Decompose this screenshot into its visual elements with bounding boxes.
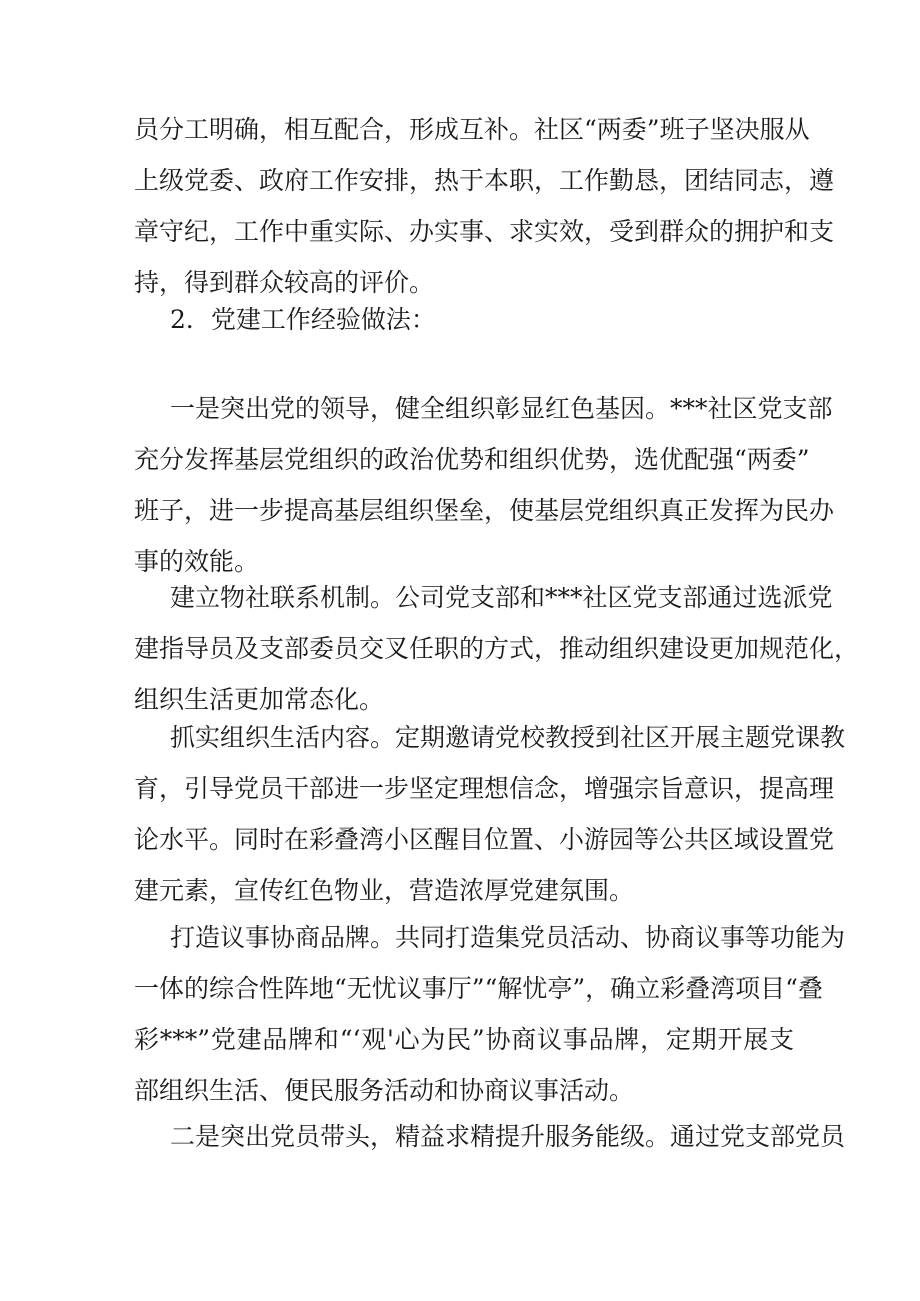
text-line: 打造议事协商品牌。共同打造集党员活动、协商议事等功能为 (170, 923, 846, 952)
text-line: 一体的综合性阵地“无忧议事厅”“解忧亭”，确立彩叠湾项目“叠 (134, 974, 823, 1003)
text-line: 彩***”党建品牌和“‘观'心为民”协商议事品牌，定期开展支 (134, 1025, 794, 1054)
paragraph-member-leadership (134, 1111, 846, 1162)
paragraph-consultation-brand (134, 912, 846, 1116)
paragraph-party-leadership (134, 383, 835, 587)
paragraph-continuation (134, 104, 835, 308)
text-line: 持，得到群众较高的评价。 (134, 268, 435, 297)
text-line: 部组织生活、便民服务活动和协商议事活动。 (134, 1076, 635, 1105)
text-line: 事的效能。 (134, 547, 260, 576)
text-line: 论水平。同时在彩叠湾小区醒目位置、小游园等公共区域设置党 (134, 825, 835, 854)
paragraph-organizational-life (134, 712, 846, 916)
section-heading (134, 294, 794, 345)
text-line: 充分发挥基层党组织的政治优势和组织优势，选优配强“两委” (134, 445, 810, 474)
text-line: 建立物社联系机制。公司党支部和***社区党支部通过选派党 (170, 583, 833, 612)
text-line: 建元素，宣传红色物业，营造浓厚党建氛围。 (134, 876, 635, 905)
text-line: 组织生活更加常态化。 (134, 685, 385, 714)
text-line: 育，引导党员干部进一步坚定理想信念，增强宗旨意识，提高理 (134, 774, 835, 803)
text-line: 二是突出党员带头，精益求精提升服务能级。通过党支部党员 (170, 1122, 846, 1151)
text-line: 章守纪，工作中重实际、办实事、求实效，受到群众的拥护和支 (134, 217, 835, 246)
text-line: 上级党委、政府工作安排，热于本职，工作勤恳，团结同志，遵 (134, 166, 835, 195)
text-line: 建指导员及支部委员交叉任职的方式，推动组织建设更加规范化， (134, 634, 860, 663)
heading-text: 2．党建工作经验做法： (170, 305, 436, 334)
paragraph-liaison-mechanism (134, 572, 860, 725)
text-line: 班子，进一步提高基层组织堡垒，使基层党组织真正发挥为民办 (134, 496, 835, 525)
text-line: 抓实组织生活内容。定期邀请党校教授到社区开展主题党课教 (170, 723, 846, 752)
text-line: 一是突出党的领导，健全组织彰显红色基因。***社区党支部 (170, 394, 833, 423)
text-line: 员分工明确，相互配合，形成互补。社区“两委”班子坚决服从 (134, 115, 810, 144)
